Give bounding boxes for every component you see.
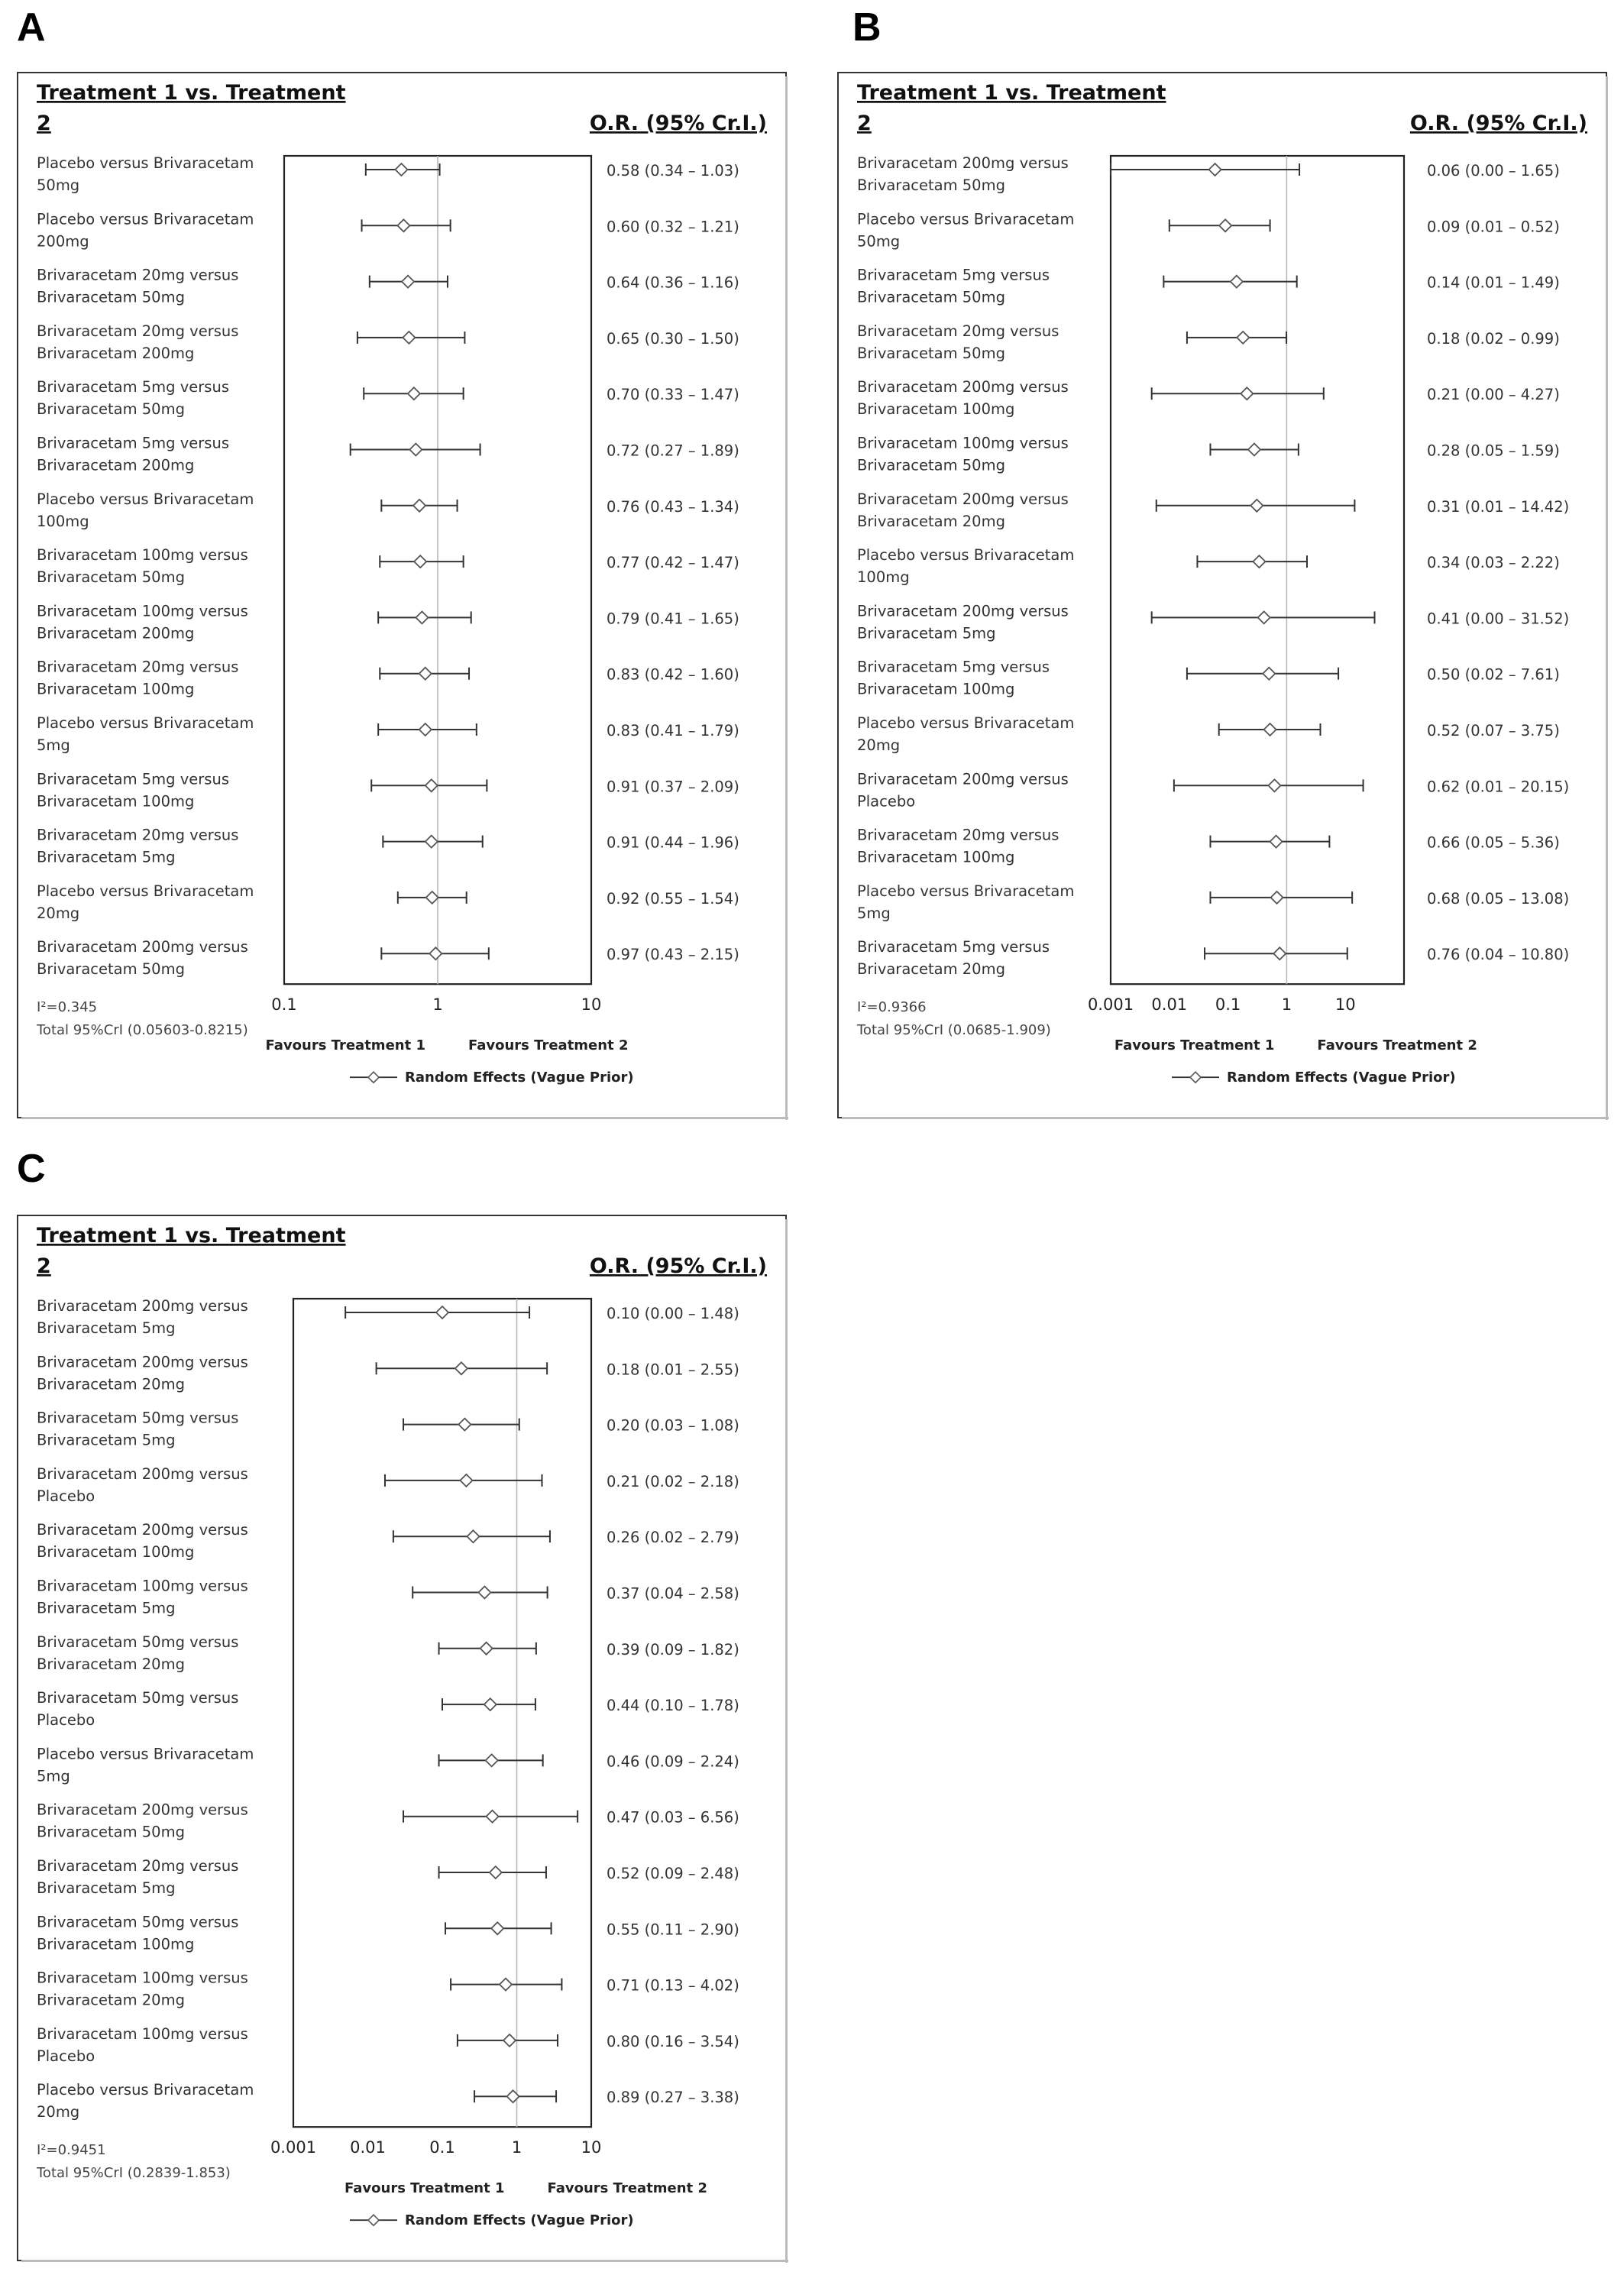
or-value-text: 0.76 (0.04 – 10.80)	[1427, 946, 1570, 964]
comparison-label-line2: Brivaracetam 50mg	[857, 176, 1005, 194]
or-value-text: 0.18 (0.01 – 2.55)	[607, 1361, 739, 1379]
or-value-text: 0.28 (0.05 – 1.59)	[1427, 442, 1560, 460]
or-value-text: 0.46 (0.09 – 2.24)	[607, 1752, 739, 1771]
treatment-header-line1: Treatment 1 vs. Treatment	[857, 81, 1166, 105]
or-value-text: 0.21 (0.02 – 2.18)	[607, 1472, 739, 1490]
treatment-header-line1: Treatment 1 vs. Treatment	[37, 81, 346, 105]
or-value-text: 0.64 (0.36 – 1.16)	[607, 273, 739, 292]
panel-letter-c: C	[17, 1147, 46, 1191]
comparison-label-line1: Placebo versus Brivaracetam	[857, 714, 1075, 732]
comparison-label-line1: Brivaracetam 50mg versus	[37, 1689, 239, 1707]
favours-treatment-2: Favours Treatment 2	[468, 1037, 629, 1054]
comparison-label-line2: Brivaracetam 200mg	[37, 344, 195, 362]
or-value-text: 0.09 (0.01 – 0.52)	[1427, 218, 1560, 236]
comparison-label-line2: Brivaracetam 5mg	[857, 624, 996, 642]
or-value-text: 0.31 (0.01 – 14.42)	[1427, 497, 1570, 516]
comparison-label-line2: Brivaracetam 50mg	[37, 400, 185, 419]
or-header: O.R. (95% Cr.I.)	[589, 1254, 767, 1278]
x-tick-label: 1	[511, 2138, 522, 2157]
comparison-label-line1: Brivaracetam 200mg versus	[37, 1297, 248, 1315]
x-tick-label: 0.01	[350, 2138, 386, 2157]
forest-plot-c	[17, 1215, 788, 2263]
comparison-label-line2: 5mg	[37, 736, 70, 754]
x-tick-label: 0.1	[271, 995, 297, 1015]
x-tick-label: 10	[581, 2138, 602, 2157]
comparison-label-line1: Brivaracetam 20mg versus	[37, 266, 239, 284]
treatment-header-line2: 2	[37, 112, 51, 135]
or-value-text: 0.83 (0.41 – 1.79)	[607, 722, 739, 739]
treatment-header-line1: Treatment 1 vs. Treatment	[37, 1224, 346, 1248]
comparison-label-line2: Brivaracetam 20mg	[37, 1991, 185, 2009]
or-value-text: 0.20 (0.03 – 1.08)	[607, 1416, 739, 1435]
panel-letter-a: A	[17, 5, 46, 50]
total-cri-stat: Total 95%CrI (0.05603-0.8215)	[37, 1022, 248, 1039]
forest-plot-b	[837, 72, 1609, 1120]
comparison-label-line1: Brivaracetam 100mg versus	[37, 2024, 248, 2043]
comparison-label-line1: Brivaracetam 100mg versus	[857, 434, 1069, 452]
comparison-label-line2: Brivaracetam 50mg	[857, 288, 1005, 306]
panel-letter-b: B	[852, 5, 882, 50]
comparison-label-line1: Brivaracetam 200mg versus	[37, 1353, 248, 1371]
comparison-label-line2: 20mg	[857, 736, 901, 754]
x-tick-label: 10	[1334, 995, 1356, 1015]
or-value-text: 0.66 (0.05 – 5.36)	[1427, 833, 1560, 852]
or-value-text: 0.52 (0.09 – 2.48)	[607, 1865, 739, 1882]
or-value-text: 0.06 (0.00 – 1.65)	[1427, 162, 1560, 180]
or-value-text: 0.89 (0.27 – 3.38)	[607, 2089, 739, 2107]
comparison-label-line2: Brivaracetam 20mg	[857, 512, 1005, 530]
or-value-text: 0.58 (0.34 – 1.03)	[607, 162, 739, 180]
total-cri-stat: Total 95%CrI (0.2839-1.853)	[37, 2165, 231, 2182]
comparison-label-line1: Brivaracetam 50mg versus	[37, 1409, 239, 1427]
or-header: O.R. (95% Cr.I.)	[589, 112, 767, 135]
legend-label: Random Effects (Vague Prior)	[405, 2212, 634, 2229]
or-value-text: 0.44 (0.10 – 1.78)	[607, 1697, 739, 1715]
comparison-label-line1: Placebo versus Brivaracetam	[37, 490, 254, 508]
comparison-label-line1: Brivaracetam 5mg versus	[37, 434, 229, 452]
favours-treatment-2: Favours Treatment 2	[1317, 1037, 1477, 1054]
or-value-text: 0.65 (0.30 – 1.50)	[607, 329, 739, 348]
or-value-text: 0.91 (0.44 – 1.96)	[607, 833, 739, 852]
comparison-label-line1: Brivaracetam 50mg versus	[37, 1913, 239, 1931]
comparison-label-line2: Brivaracetam 200mg	[37, 624, 195, 642]
comparison-label-line2: 50mg	[37, 176, 80, 194]
comparison-label-line1: Brivaracetam 200mg versus	[857, 770, 1069, 788]
comparison-label-line1: Brivaracetam 5mg versus	[857, 658, 1050, 676]
comparison-label-line1: Placebo versus Brivaracetam	[37, 154, 254, 172]
comparison-label-line2: Brivaracetam 100mg	[37, 792, 195, 811]
comparison-label-line2: 50mg	[857, 232, 901, 251]
comparison-label-line1: Brivaracetam 200mg versus	[857, 154, 1069, 172]
comparison-label-line1: Brivaracetam 200mg versus	[37, 1464, 248, 1483]
comparison-label-line2: Brivaracetam 100mg	[37, 680, 195, 698]
panel-shadow-right	[785, 1219, 788, 2263]
comparison-label-line2: Brivaracetam 50mg	[37, 1823, 185, 1841]
comparison-label-line2: Brivaracetam 5mg	[37, 1431, 176, 1449]
comparison-label-line2: Placebo	[37, 1711, 95, 1730]
or-value-text: 0.10 (0.00 – 1.48)	[607, 1305, 739, 1322]
or-value-text: 0.60 (0.32 – 1.21)	[607, 218, 739, 236]
or-value-text: 0.14 (0.01 – 1.49)	[1427, 273, 1560, 292]
comparison-label-line1: Brivaracetam 20mg versus	[37, 322, 239, 340]
comparison-label-line1: Placebo versus Brivaracetam	[857, 882, 1075, 900]
comparison-label-line1: Brivaracetam 200mg versus	[857, 378, 1069, 396]
comparison-label-line1: Brivaracetam 5mg versus	[37, 378, 229, 396]
comparison-label-line1: Brivaracetam 50mg versus	[37, 1633, 239, 1651]
comparison-label-line1: Brivaracetam 200mg versus	[37, 938, 248, 956]
or-value-text: 0.83 (0.42 – 1.60)	[607, 665, 739, 684]
or-value-text: 0.37 (0.04 – 2.58)	[607, 1584, 739, 1603]
x-tick-label: 0.001	[1087, 995, 1134, 1015]
or-value-text: 0.77 (0.42 – 1.47)	[607, 554, 739, 572]
comparison-label-line1: Brivaracetam 100mg versus	[37, 546, 248, 565]
panel-shadow-right	[1606, 76, 1608, 1120]
comparison-label-line1: Brivaracetam 5mg versus	[857, 938, 1050, 956]
x-tick-label: 0.1	[1215, 995, 1241, 1015]
treatment-header-line2: 2	[857, 112, 872, 135]
comparison-label-line2: Brivaracetam 50mg	[37, 568, 185, 587]
comparison-label-line1: Brivaracetam 20mg versus	[857, 826, 1059, 844]
comparison-label-line1: Brivaracetam 20mg versus	[37, 1857, 239, 1875]
i-squared-stat: I²=0.9451	[37, 2142, 106, 2159]
or-value-text: 0.52 (0.07 – 3.75)	[1427, 722, 1560, 739]
legend-label: Random Effects (Vague Prior)	[405, 1070, 634, 1086]
comparison-label-line1: Placebo versus Brivaracetam	[37, 1745, 254, 1763]
or-value-text: 0.80 (0.16 – 3.54)	[607, 2032, 739, 2050]
comparison-label-line2: 5mg	[37, 1767, 70, 1785]
comparison-label-line2: 20mg	[37, 904, 80, 922]
x-tick-label: 1	[432, 995, 443, 1015]
treatment-header-line2: 2	[37, 1254, 51, 1278]
comparison-label-line1: Placebo versus Brivaracetam	[37, 210, 254, 228]
favours-treatment-1: Favours Treatment 1	[265, 1037, 425, 1054]
i-squared-stat: I²=0.345	[37, 999, 98, 1016]
comparison-label-line2: Brivaracetam 100mg	[37, 1935, 195, 1953]
comparison-label-line2: Brivaracetam 20mg	[37, 1375, 185, 1393]
x-tick-label: 0.1	[429, 2138, 455, 2157]
comparison-label-line1: Brivaracetam 200mg versus	[37, 1521, 248, 1539]
comparison-label-line2: Placebo	[37, 1487, 95, 1505]
panel-shadow-right	[785, 76, 788, 1120]
or-value-text: 0.97 (0.43 – 2.15)	[607, 946, 739, 964]
comparison-label-line1: Brivaracetam 5mg versus	[857, 266, 1050, 284]
comparison-label-line1: Placebo versus Brivaracetam	[37, 714, 254, 732]
comparison-label-line1: Placebo versus Brivaracetam	[857, 546, 1075, 565]
total-cri-stat: Total 95%CrI (0.0685-1.909)	[857, 1022, 1051, 1039]
comparison-label-line1: Brivaracetam 200mg versus	[857, 602, 1069, 620]
x-tick-label: 10	[581, 995, 602, 1015]
comparison-label-line1: Brivaracetam 100mg versus	[37, 1969, 248, 1987]
comparison-label-line2: Brivaracetam 20mg	[37, 1655, 185, 1673]
comparison-label-line2: 20mg	[37, 2103, 80, 2121]
comparison-label-line2: Brivaracetam 50mg	[37, 960, 185, 979]
x-tick-label: 0.001	[270, 2138, 317, 2157]
favours-treatment-1: Favours Treatment 1	[1114, 1037, 1275, 1054]
comparison-label-line1: Brivaracetam 20mg versus	[37, 826, 239, 844]
or-value-text: 0.47 (0.03 – 6.56)	[607, 1808, 739, 1827]
or-value-text: 0.76 (0.43 – 1.34)	[607, 497, 739, 516]
comparison-label-line2: Brivaracetam 100mg	[857, 848, 1015, 866]
forest-plot-a	[17, 72, 788, 1120]
comparison-label-line2: Brivaracetam 100mg	[37, 1543, 195, 1561]
comparison-label-line2: Brivaracetam 200mg	[37, 456, 195, 474]
comparison-label-line2: 200mg	[37, 232, 89, 251]
or-value-text: 0.26 (0.02 – 2.79)	[607, 1529, 739, 1547]
comparison-label-line2: Brivaracetam 100mg	[857, 680, 1015, 698]
comparison-label-line2: Brivaracetam 5mg	[37, 1599, 176, 1617]
or-value-text: 0.62 (0.01 – 20.15)	[1427, 778, 1570, 796]
or-value-text: 0.79 (0.41 – 1.65)	[607, 610, 739, 628]
panel-shadow-bottom	[21, 1117, 788, 1119]
panel-shadow-bottom	[21, 2260, 788, 2262]
or-value-text: 0.41 (0.00 – 31.52)	[1427, 610, 1570, 628]
comparison-label-line2: Brivaracetam 50mg	[857, 344, 1005, 362]
comparison-label-line2: Brivaracetam 5mg	[37, 1319, 176, 1337]
comparison-label-line1: Placebo versus Brivaracetam	[37, 2081, 254, 2099]
or-value-text: 0.18 (0.02 – 0.99)	[1427, 329, 1560, 348]
comparison-label-line2: Brivaracetam 100mg	[857, 400, 1015, 419]
comparison-label-line2: Brivaracetam 5mg	[37, 1879, 176, 1897]
x-tick-label: 0.01	[1151, 995, 1188, 1015]
or-value-text: 0.92 (0.55 – 1.54)	[607, 889, 739, 908]
or-value-text: 0.21 (0.00 – 4.27)	[1427, 386, 1560, 404]
or-value-text: 0.70 (0.33 – 1.47)	[607, 386, 739, 404]
or-value-text: 0.91 (0.37 – 2.09)	[607, 778, 739, 796]
comparison-label-line2: Placebo	[857, 792, 916, 811]
or-header: O.R. (95% Cr.I.)	[1409, 112, 1587, 135]
comparison-label-line1: Brivaracetam 20mg versus	[37, 658, 239, 676]
favours-treatment-2: Favours Treatment 2	[547, 2180, 707, 2197]
comparison-label-line1: Brivaracetam 100mg versus	[37, 602, 248, 620]
comparison-label-line2: 100mg	[857, 568, 910, 587]
comparison-label-line1: Placebo versus Brivaracetam	[857, 210, 1075, 228]
or-value-text: 0.72 (0.27 – 1.89)	[607, 442, 739, 460]
panel-shadow-bottom	[842, 1117, 1609, 1119]
comparison-label-line2: Brivaracetam 50mg	[37, 288, 185, 306]
comparison-label-line1: Brivaracetam 5mg versus	[37, 770, 229, 788]
comparison-label-line2: Brivaracetam 50mg	[857, 456, 1005, 474]
comparison-label-line2: Brivaracetam 20mg	[857, 960, 1005, 979]
comparison-label-line1: Brivaracetam 200mg versus	[857, 490, 1069, 508]
comparison-label-line2: Brivaracetam 5mg	[37, 848, 176, 866]
i-squared-stat: I²=0.9366	[857, 999, 927, 1016]
comparison-label-line2: Placebo	[37, 2047, 95, 2065]
or-value-text: 0.34 (0.03 – 2.22)	[1427, 554, 1560, 572]
legend-label: Random Effects (Vague Prior)	[1227, 1070, 1456, 1086]
or-value-text: 0.71 (0.13 – 4.02)	[607, 1976, 739, 1995]
or-value-text: 0.55 (0.11 – 2.90)	[607, 1921, 739, 1939]
comparison-label-line1: Brivaracetam 200mg versus	[37, 1801, 248, 1819]
comparison-label-line1: Brivaracetam 20mg versus	[857, 322, 1059, 340]
or-value-text: 0.50 (0.02 – 7.61)	[1427, 665, 1560, 684]
or-value-text: 0.39 (0.09 – 1.82)	[607, 1640, 739, 1659]
favours-treatment-1: Favours Treatment 1	[345, 2180, 505, 2197]
comparison-label-line1: Brivaracetam 100mg versus	[37, 1577, 248, 1595]
x-tick-label: 1	[1281, 995, 1292, 1015]
comparison-label-line2: 100mg	[37, 512, 89, 530]
or-value-text: 0.68 (0.05 – 13.08)	[1427, 889, 1570, 908]
comparison-label-line2: 5mg	[857, 904, 891, 922]
comparison-label-line1: Placebo versus Brivaracetam	[37, 882, 254, 900]
